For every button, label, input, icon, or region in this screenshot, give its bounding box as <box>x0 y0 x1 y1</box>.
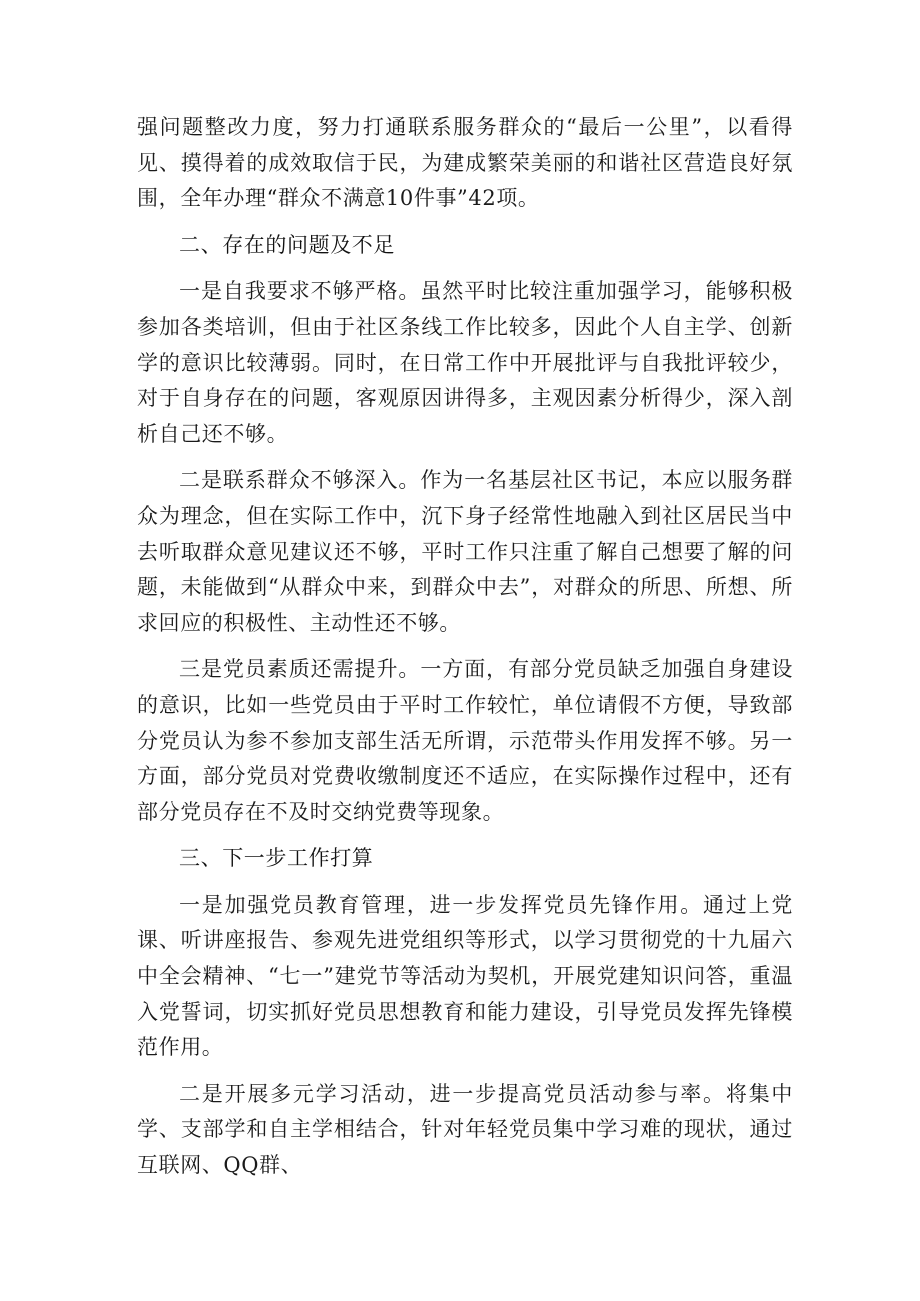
paragraph-continuation: 强问题整改力度，努力打通联系服务群众的“最后一公里”，以看得见、摸得着的成效取信于民，为建成繁荣美丽的和谐社区营造良好氛围，全年办理“群众不满意10件事”42项。 <box>137 115 793 211</box>
paragraph: 三是党员素质还需提升。一方面，有部分党员缺乏加强自身建设的意识，比如一些党员由于平时工作较忙，单位请假不方便，导致部分党员认为参不参加支部生活无所谓，示范带头作用发挥不够。另一方面，部分党员对党费收缴制度还不适应，在实际操作过程中，还有部分党员存在不及时交纳党费等现象。 <box>137 657 793 824</box>
section-heading-3: 三、下一步工作打算 <box>179 846 374 871</box>
section-heading-2: 二、存在的问题及不足 <box>179 232 395 257</box>
paragraph: 二是联系群众不够深入。作为一名基层社区书记，本应以服务群众为理念，但在实际工作中，沉下身子经常性地融入到社区居民当中去听取群众意见建议还不够，平时工作只注重了解自己想要了解的问题，未能做到“从群众中来，到群众中去”，对群众的所思、所想、所求回应的积极性、主动性还不够。 <box>137 468 793 635</box>
paragraph: 二是开展多元学习活动，进一步提高党员活动参与率。将集中学、支部学和自主学相结合，针对年轻党员集中学习难的现状，通过互联网、QQ群、 <box>137 1081 793 1178</box>
document-body <box>137 110 793 1184</box>
paragraph: 一是自我要求不够严格。虽然平时比较注重加强学习，能够积极参加各类培训，但由于社区条线工作比较多，因此个人自主学、创新学的意识比较薄弱。同时，在日常工作中开展批评与自我批评较少，对于自身存在的问题，客观原因讲得多，主观因素分析得少，深入剖析自己还不够。 <box>137 279 793 446</box>
paragraph: 一是加强党员教育管理，进一步发挥党员先锋作用。通过上党课、听讲座报告、参观先进党组织等形式，以学习贯彻党的十九届六中全会精神、“七一”建党节等活动为契机，开展党建知识问答，重温入党誓词，切实抓好党员思想教育和能力建设，引导党员发挥先锋模范作用。 <box>137 892 793 1060</box>
